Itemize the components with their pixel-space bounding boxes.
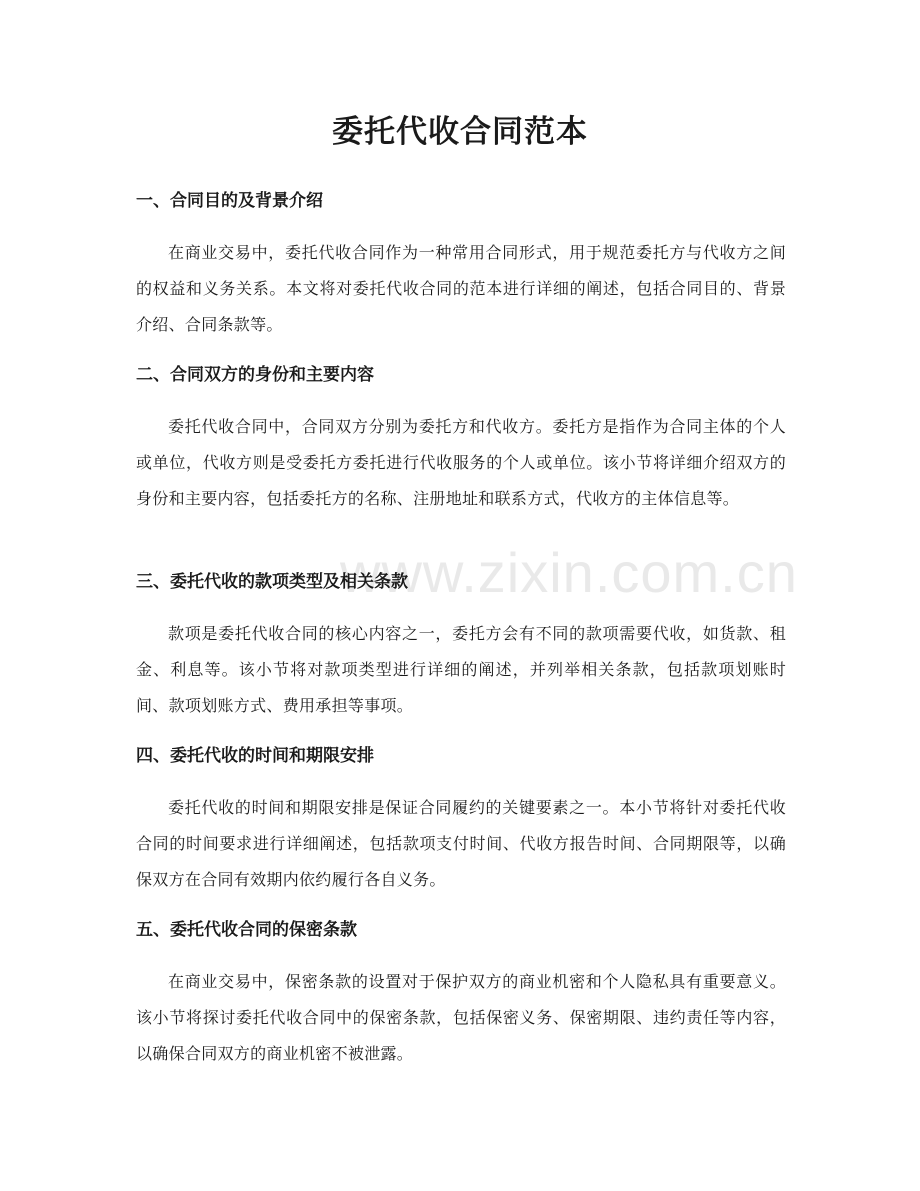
section-body: 在商业交易中，保密条款的设置对于保护双方的商业机密和个人隐私具有重要意义。该小节将探讨委托代收合同中的保密条款，包括保密义务、保密期限、违约责任等内容，以确保合同双方的商业机密不被泄露。 — [136, 972, 786, 1063]
section-4 — [136, 744, 786, 898]
section-heading: 三、委托代收的款项类型及相关条款 — [136, 572, 408, 592]
section-body: 委托代收的时间和期限安排是保证合同履约的关键要素之一。本小节将针对委托代收合同的时间要求进行详细阐述，包括款项支付时间、代收方报告时间、合同期限等，以确保双方在合同有效期内依约履行各自义务。 — [136, 798, 786, 889]
section-heading: 四、委托代收的时间和期限安排 — [136, 746, 374, 766]
section-body: 款项是委托代收合同的核心内容之一，委托方会有不同的款项需要代收，如货款、租金、利息等。该小节将对款项类型进行详细的阐述，并列举相关条款，包括款项划账时间、款项划账方式、费用承担等事项。 — [136, 624, 786, 715]
document-title: 委托代收合同范本 — [332, 114, 588, 150]
section-2 — [136, 363, 786, 517]
section-heading: 二、合同双方的身份和主要内容 — [136, 365, 374, 385]
section-3 — [136, 570, 786, 724]
section-body: 在商业交易中，委托代收合同作为一种常用合同形式，用于规范委托方与代收方之间的权益和义务关系。本文将对委托代收合同的范本进行详细的阐述，包括合同目的、背景介绍、合同条款等。 — [136, 243, 786, 334]
section-body: 委托代收合同中，合同双方分别为委托方和代收方。委托方是指作为合同主体的个人或单位，代收方则是受委托方委托进行代收服务的个人或单位。该小节将详细介绍双方的身份和主要内容，包括委托方的名称、注册地址和联系方式，代收方的主体信息等。 — [136, 417, 786, 508]
section-1 — [136, 189, 786, 343]
watermark: www.zixin.com.cn — [340, 541, 798, 604]
section-heading: 五、委托代收合同的保密条款 — [136, 920, 357, 940]
section-heading: 一、合同目的及背景介绍 — [136, 191, 323, 211]
section-5 — [136, 918, 786, 1072]
